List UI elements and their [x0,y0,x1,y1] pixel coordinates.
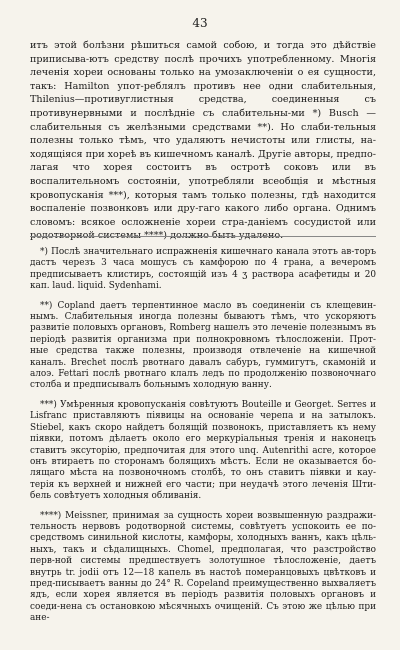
footnote-1: *) Послѣ значительнаго испражненія кишечнаго канала этотъ ав-торъ дастъ черезъ 3 часа мошусъ съ камфорою по 4 грана, а вечеромъ предписываетъ клистиръ, состоящій изъ 4 ʒ раствора асафетиды и 20 кап. laud. liquid. Sydenhami. [30,247,376,292]
main-body-text [30,39,376,243]
footnote-3: ***) Умѣренныя кровопусканія совѣтуютъ Bouteille и Georget. Serres и Lisfranc приставляютъ піявицы на основаніе черепа и на затылокъ. Stiebel, какъ скоро найдетъ болящій позвонокъ, приставляетъ къ нему піявки, потомъ дѣлаетъ около его меркуріальныя тренія и наконецъ ставитъ эксуторію, предпочитая для этого unq. Autenrithi acre, которое онъ втираетъ по сторонамъ болящихъ мѣстъ. Если не оказывается бо-лящаго мѣста на позвоночномъ столбѣ, то онъ ставитъ піявки и кау-терія къ верхней и нижней его части; при неудачѣ этого леченія Шти-бель совѣтуетъ холодныя обливанія. [30,399,376,502]
footnote-divider [30,236,376,237]
footnotes-section [30,247,376,625]
footnote-2: **) Copland даетъ терпентинное масло въ соединеніи съ клещевин-нымъ. Слабительныя иногда полезны бываютъ тѣмъ, что ускоряютъ развитіе половыхъ органовъ, Romberg нашелъ это леченіе полезнымъ въ періодѣ развитія организма при полнокровномъ тѣлосложеніи. Прот-ные средства также полезны, производя отвлеченіе на кишечной каналъ. Brechet послѣ рвотнаго давалъ сабуръ, гуммигутъ, скамоній и алоэ. Fettari послѣ рвотнаго клалъ ледъ по продолженію позвоночнаго столба и предписывалъ больнымъ холодную ванну. [30,300,376,391]
footnote-4: ****) Meissner, принимая за сущность хореи возвышенную раздражи-тельность нервовъ родотворной системы, совѣтуетъ успокоить ее по-средствомъ синильной кислоты, камфоры, холодныхъ ваннъ, какъ цѣль-ныхъ, такъ и сѣдалищныхъ. Chomel, предполагая, что разстройство перв-ной системы предшествуетъ золотушное тѣлосложеніе, даетъ внутрь tr. jodii отъ 12—18 капель въ настоѣ померанцовыхъ цвѣтковъ и пред-писываетъ ванны до 24° R. Copeland преимущественно выхваляетъ ядъ, если хорея является въ періодъ развитія половыхъ органовъ и соеди-нена съ остановкою мѣсячныхъ очищеній. Съ этою же цѣлью при ане- [30,510,376,624]
main-paragraph: итъ этой болѣзни рѣшиться самой собою, и тогда это дѣйствіе приписыва-ютъ средству послѣ прочихъ употребленному. Многія леченія хореи основаны только на умозаключеніи о ея сущности, такъ: Hamilton упот-реблялъ противъ нее одни слабительныя, Thilenius—противуглистныя средства, соединенныя съ противунервными и послѣдніе съ слабительны-ми *) Busch — слабительныя съ желѣзными средствами **). Но слаби-тельныя полезны только тѣмъ, что удаляютъ нечистоты или глисты, на-ходящіяся при хореѣ въ кишечномъ каналѣ. Другіе авторы, предпо-лагая что хорея состоитъ въ остротѣ соковъ или въ воспалительномъ состояніи, употребляли всеобщія и мѣстныя кровопусканія ***), которыя тамъ только полезны, гдѣ находится воспаленіе позвонковъ или дру-гаго какого либо органа. Однимъ словомъ: всякое осложненіе хореи стра-даніемъ сосудистой или родотворной системы ****) должно быть удалено. [30,40,376,242]
page-number: 43 [192,16,208,30]
